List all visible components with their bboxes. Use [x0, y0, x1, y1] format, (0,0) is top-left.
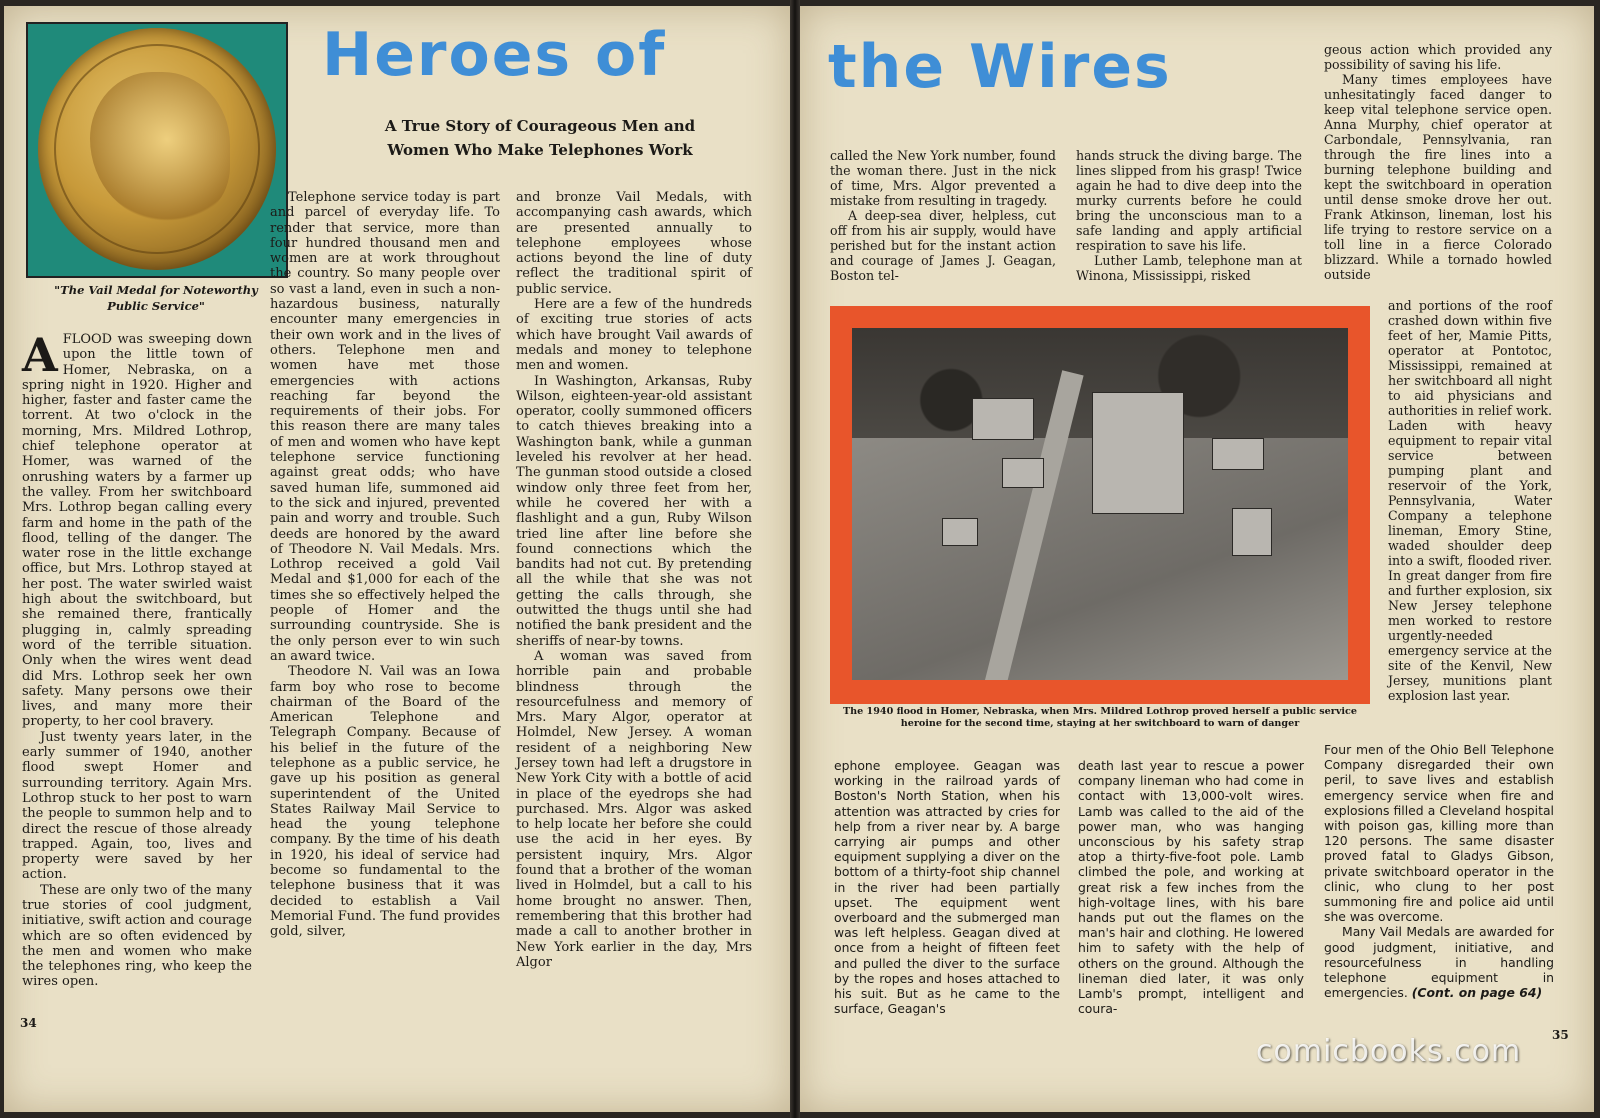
- paragraph: In Washington, Arkansas, Ruby Wilson, eighteen-year-old assistant operator, coolly summoned officers to catch thieves breaking into a Washington bank, while a gunman leveled his revolver at her head. The gunman stood outside a closed window only three feet from her, while he covered her with a flashlight and a gun, Ruby Wilson tried line after line before she found connections which the bandits had not cut. By pretending all the while that she was not getting the calls through, she outwitted the thugs until she had notified the bank president and the sheriffs of near-by towns.: [516, 373, 752, 649]
- left-column-1: [22, 328, 252, 990]
- article-title-part1: Heroes of: [322, 20, 667, 90]
- paragraph: Many times employees have unhesitatingly faced danger to keep vital telephone service open. Anna Murphy, chief operator at Carbondale, Pennsylvania, ran through the fire lines into a burning telephone building and kept the switchboard in operation until dense smoke drove her out. Frank Atkinson, lineman, lost his life trying to restore service on a toll line in a fierce Colorado blizzard. While a tornado howled outside: [1324, 72, 1552, 282]
- right-column-a-top: [830, 148, 1056, 283]
- paragraph: Just twenty years later, in the early summer of 1940, another flood swept Homer and surrounding territory. Again Mrs. Lothrop stuck to her post to warn the people to summon help and to direct the rescue of those already trapped. Again, too, lives and property were saved by her action.: [22, 729, 252, 883]
- left-page: [4, 6, 790, 1112]
- paragraph: A woman was saved from horrible pain and probable blindness through the resourcefulness and memory of Mrs. Mary Algor, operator at Holmdel, New Jersey. A woman resident of a neighboring New Jersey town had left a drugstore in New York City with a bottle of acid in place of the eyedrops she had purchased. Mrs. Algor was asked to help locate her before she could use the acid in her eyes. By persistent inquiry, Mrs. Algor found that a brother of the woman lived in Holmdel, but a call to his home brought no answer. Then, remembering that this brother had made a call to another brother in New York earlier in the day, Mrs Algor: [516, 648, 752, 970]
- article-title-part2: the Wires: [828, 32, 1172, 102]
- left-column-2: [270, 190, 500, 940]
- paragraph: AFLOOD was sweeping down upon the little town of Homer, Nebraska, on a spring night in 1920. Higher and higher, faster and faster came the torrent. At two o'clock in the morning, Mrs. Mildred Lothrop, chief telephone operator at Homer, was warned of the onrushing waters by a farmer up the valley. From her switchboard Mrs. Lothrop began calling every farm and home in the path of the flood, telling of the danger. The water rose in the little exchange office, but Mrs. Lothrop stayed at her post. The water swirled waist high about the switchboard, but she remained there, frantically plugging in, calmly spreading word of the terrible situation. Only when the wires went dead did Mrs. Lothrop seek her own safety. Many persons owe their lives, and many more their property, to her cool bravery.: [22, 328, 252, 730]
- photo-caption: The 1940 flood in Homer, Nebraska, when Mrs. Mildred Lothrop proved herself a public service heroine for the second time, staying at her switchboard to warn of danger: [843, 706, 1357, 729]
- vail-medal-photo: [26, 22, 288, 278]
- article-subtitle: A True Story of Courageous Men and Women Who Make Telephones Work: [384, 117, 696, 159]
- paragraph: called the New York number, found the woman there. Just in the nick of time, Mrs. Algor prevented a mistake from resulting in tragedy.: [830, 148, 1056, 208]
- right-column-c-bottom: [1324, 742, 1554, 1000]
- left-column-3: [516, 190, 752, 970]
- site-watermark: comicbooks.com: [1256, 1034, 1522, 1069]
- medal-icon: [38, 28, 276, 270]
- paragraph: hands struck the diving barge. The lines slipped from his grasp! Twice again he had to dive deep into the murky currents before he could bring the unconscious man to a safe landing and apply artificial respiration to save his life.: [1076, 148, 1302, 253]
- flood-photo-frame: [830, 306, 1370, 704]
- page-number-right: 35: [1552, 1028, 1569, 1042]
- paragraph: Many Vail Medals are awarded for good judgment, initiative, and resourcefulness in handling telephone equipment in emergencies. (Cont. on page 64): [1324, 924, 1554, 1001]
- paragraph: ephone employee. Geagan was working in the railroad yards of Boston's North Station, when his attention was attracted by cries for help from a river near by. A barge carrying air pumps and other equipment supplying a diver on the bottom of a thirty-foot ship channel in the river had been partially upset. The equipment went overboard and the submerged man was left helpless. Geagan dived at once from a height of fifteen feet and pulled the diver to the surface by the ropes and hoses attached to his suit. But as he came to the surface, Geagan's: [834, 758, 1060, 1017]
- paragraph: Luther Lamb, telephone man at Winona, Mississippi, risked: [1076, 253, 1302, 283]
- right-page: [800, 6, 1594, 1112]
- drop-cap: A: [22, 328, 58, 382]
- paragraph: A deep-sea diver, helpless, cut off from his air supply, would have perished but for the instant action and courage of James J. Geagan, Boston tel-: [830, 208, 1056, 283]
- paragraph: Here are a few of the hundreds of exciting true stories of acts which have brought Vail awards of medals and money to telephone men and women.: [516, 297, 752, 374]
- right-column-b-top: [1076, 148, 1302, 283]
- medal-caption: "The Vail Medal for Noteworthy Public Service": [54, 283, 258, 313]
- spine-gutter: [790, 0, 800, 1118]
- paragraph: death last year to rescue a power company lineman who had come in contact with 13,000-volt wires. Lamb was called to the aid of the power man, who was hanging unconscious by his safety strap atop a thirty-five-foot pole. Lamb climbed the pole, and working at great risk a few inches from the high-voltage lines, with his bare hands put out the flames on the man's hair and clothing. He lowered him to safety with the help of others on the ground. Although the lineman died later, it was only Lamb's prompt, intelligent and coura-: [1078, 758, 1304, 1017]
- paragraph: and bronze Vail Medals, with accompanying cash awards, which are presented annually to telephone employees whose actions beyond the line of duty reflect the traditional spirit of public service.: [516, 190, 752, 297]
- continued-note: (Cont. on page 64): [1411, 985, 1543, 1001]
- right-column-c-narrow: [1388, 298, 1552, 703]
- right-column-b-bottom: [1078, 758, 1304, 1016]
- page-number-left: 34: [20, 1016, 37, 1030]
- paragraph: and portions of the roof crashed down within five feet of her, Mamie Pitts, operator at Pontotoc, Mississippi, remained at her switchboard all night to aid physicians and authorities in relief work. Laden with heavy equipment to repair vital service between pumping plant and reservoir of the York, Pennsylvania, Water Company a telephone lineman, Emory Stine, waded shoulder deep into a swift, flooded river. In great danger from fire and further explosion, six New Jersey telephone men worked to restore urgently-needed emergency service at the site of the Kenvil, New Jersey, munitions plant explosion last year.: [1388, 298, 1552, 703]
- paragraph: Telephone service today is part and parcel of everyday life. To render that service, more than four hundred thousand men and women are at work throughout the country. So many people over so vast a land, even in such a non-hazardous business, naturally encounter many emergencies in their own work and in the lives of others. Telephone men and women have met those emergencies with actions reaching far beyond the requirements of their jobs. For this reason there are many tales of men and women who have kept telephone service functioning against great odds; who have saved human life, summoned aid to the sick and injured, prevented pain and worry and trouble. Such deeds are honored by the award of Theodore N. Vail Medals. Mrs. Lothrop received a gold Vail Medal and $1,000 for each of the times she so effectively helped the people of Homer and the surrounding countryside. She is the only person ever to win such an award twice.: [270, 190, 500, 664]
- right-column-a-bottom: [834, 758, 1060, 1016]
- paragraph: Four men of the Ohio Bell Telephone Company disregarded their own peril, to save lives and establish emergency service when fire and explosions filled a Cleveland hospital with poison gas, killing more than 120 persons. The same disaster proved fatal to Gladys Gibson, private switchboard operator in the clinic, who clung to her post summoning fire and police aid until she was overcome.: [1324, 742, 1554, 925]
- right-column-c-top: [1324, 42, 1552, 282]
- paragraph: These are only two of the many true stories of cool judgment, initiative, swift action and courage which are so often evidenced by the men and women who make the telephones ring, who keep the wires open.: [22, 882, 252, 990]
- homer-flood-photo: [852, 328, 1348, 680]
- paragraph: Theodore N. Vail was an Iowa farm boy who rose to become chairman of the Board of the American Telephone and Telegraph Company. Because of his belief in the future of the telephone as a public service, he gave up his position as general superintendent of the United States Railway Mail Service to head the young telephone company. By the time of his death in 1920, his ideal of service had become so fundamental to the telephone business that it was decided to establish a Vail Memorial Fund. The fund provides gold, silver,: [270, 664, 500, 940]
- paragraph: geous action which provided any possibility of saving his life.: [1324, 42, 1552, 72]
